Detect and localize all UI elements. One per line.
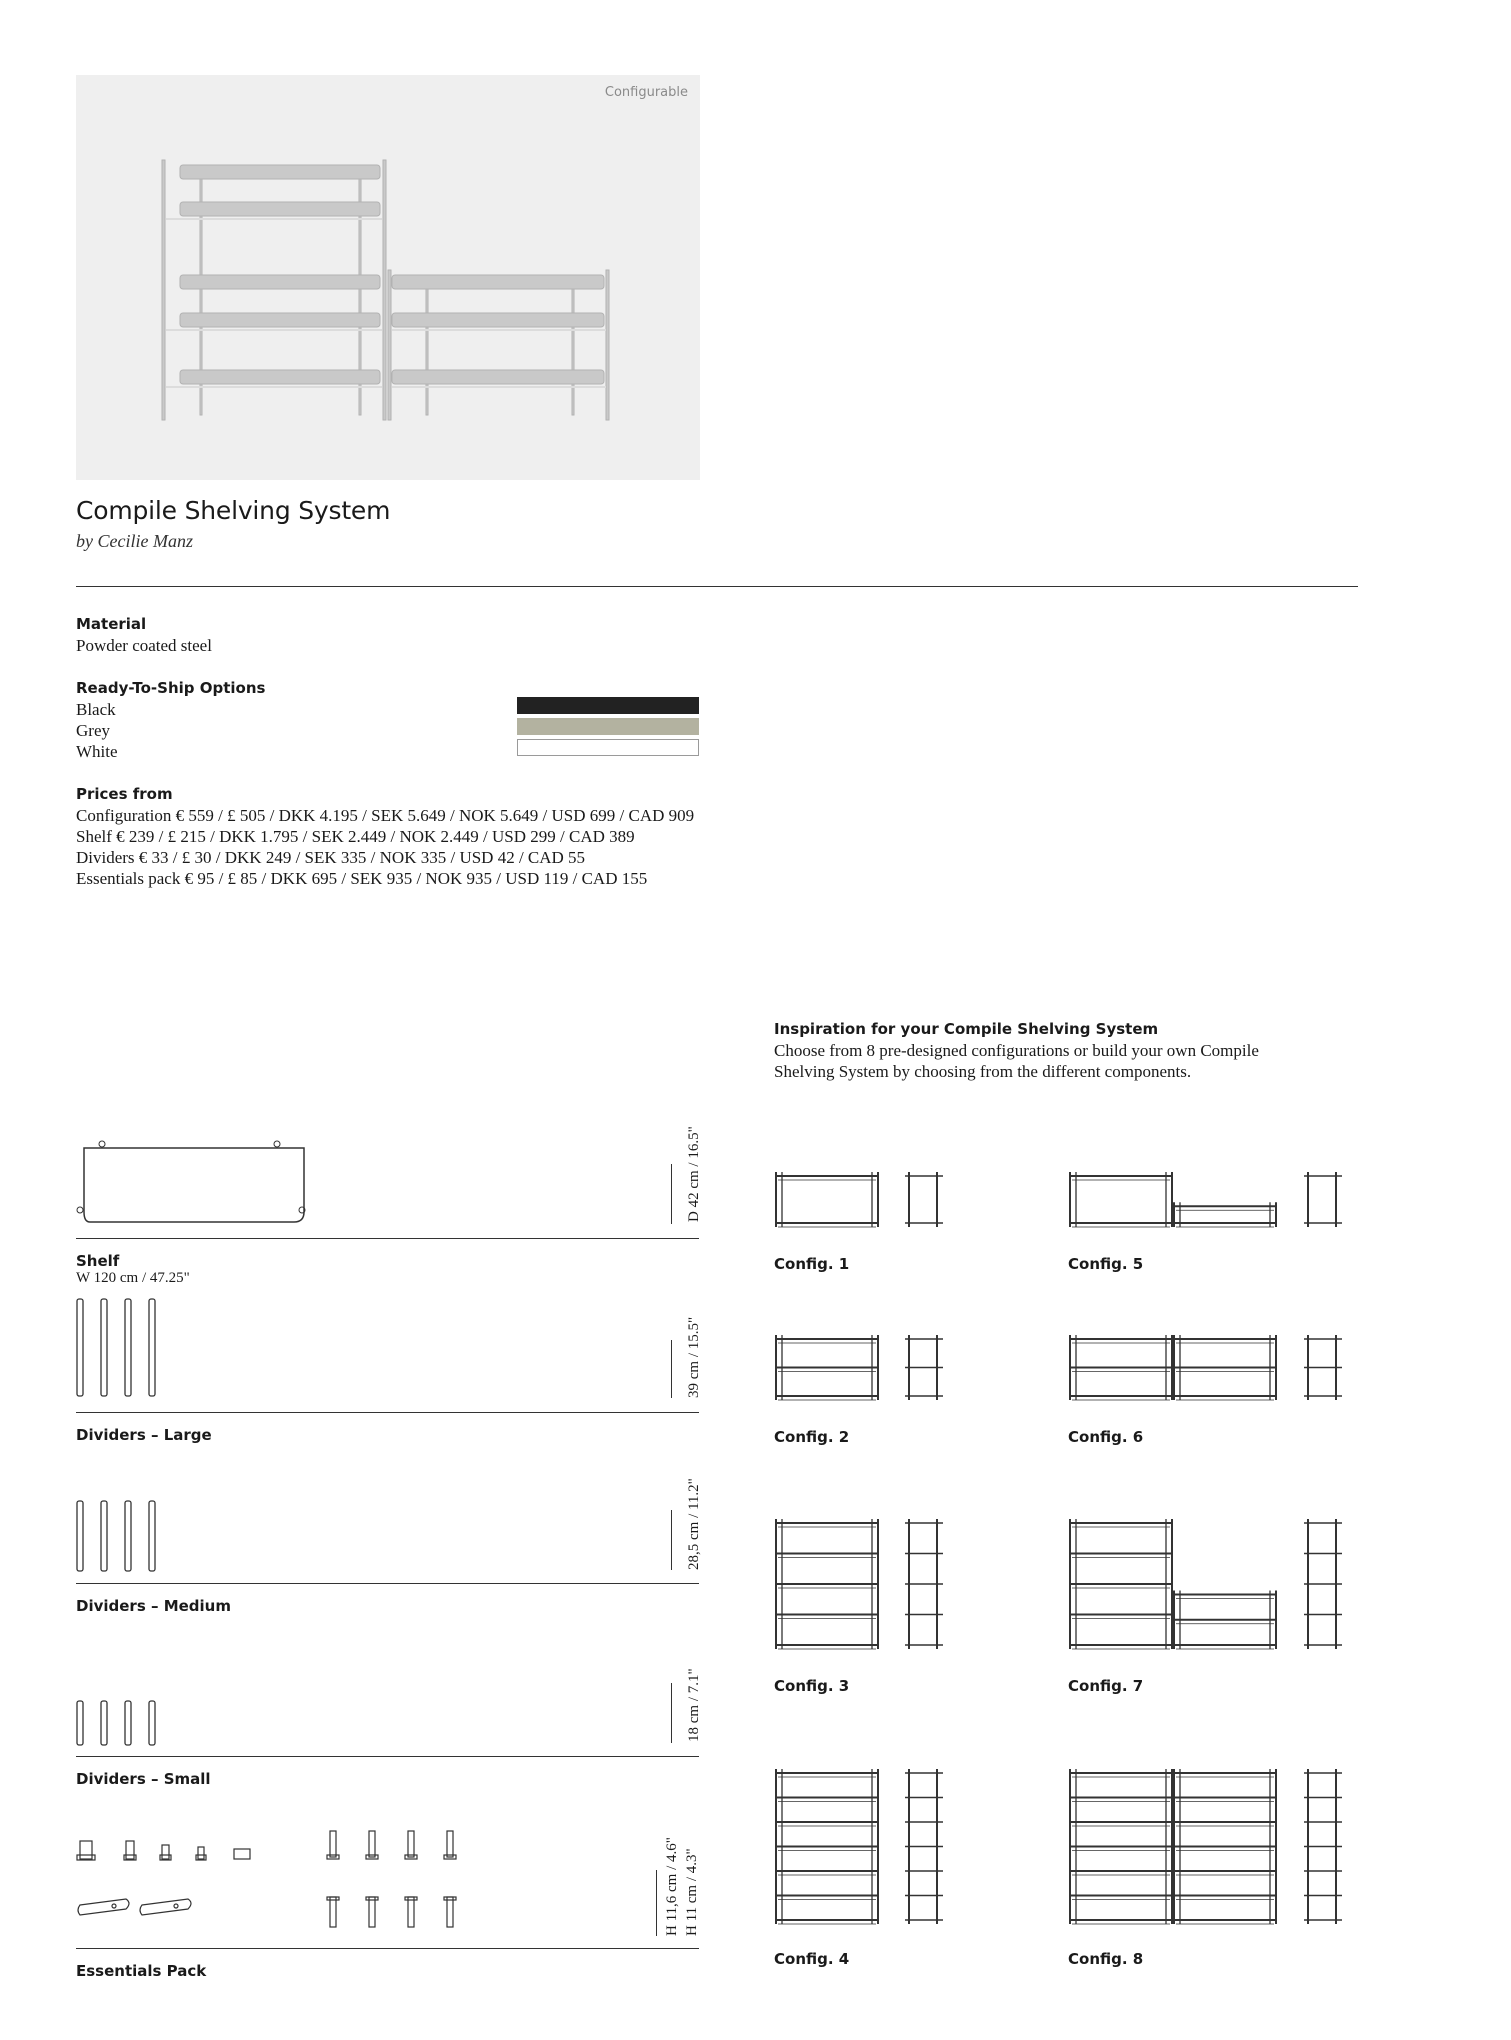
config-label: Config. 8 (1068, 1950, 1144, 1968)
row-divider (76, 1948, 699, 1949)
config-label: Config. 4 (774, 1950, 850, 1968)
essentials-pack-drawing (76, 1825, 496, 1940)
swatch-grey (517, 718, 699, 735)
config-drawing (1068, 1517, 1488, 1657)
config-drawing (1068, 1767, 1488, 1932)
product-hero-image (76, 75, 700, 480)
price-essentials: Essentials pack € 95 / £ 85 / DKK 695 / SEK 935 / NOK 935 / USD 119 / CAD 155 (76, 869, 648, 888)
color-swatches (517, 697, 699, 757)
material-label: Material (76, 615, 147, 633)
config-label: Config. 7 (1068, 1677, 1144, 1695)
dividers-large-drawing (76, 1298, 166, 1398)
product-author: by Cecilie Manz (76, 531, 193, 551)
essentials-pack-label: Essentials Pack (76, 1962, 207, 1980)
row-divider (76, 1756, 699, 1757)
dividers-small-drawing (76, 1700, 166, 1750)
price-configuration: Configuration € 559 / £ 505 / DKK 4.195 / SEK 5.649 / NOK 5.649 / USD 699 / CAD 909 (76, 806, 695, 825)
ready-to-ship-label: Ready-To-Ship Options (76, 679, 266, 697)
shelf-label: Shelf (76, 1252, 120, 1270)
swatch-black (517, 697, 699, 714)
config-label: Config. 3 (774, 1677, 850, 1695)
config-drawing (1068, 1333, 1488, 1408)
row-divider (76, 1583, 699, 1584)
option-black-label: Black (76, 700, 116, 719)
dimension-tick (671, 1164, 672, 1224)
shelving-photo (76, 75, 700, 480)
essentials-dimension-1: H 11,6 cm / 4.6" (664, 1837, 680, 1936)
dividers-large-dimension: 39 cm / 15.5" (686, 1316, 702, 1398)
shelf-width: W 120 cm / 47.25" (76, 1270, 190, 1286)
dimension-tick (656, 1870, 657, 1936)
option-grey-label: Grey (76, 721, 110, 740)
dividers-small-label: Dividers – Small (76, 1770, 211, 1788)
product-title: Compile Shelving System (76, 496, 391, 525)
config-label: Config. 6 (1068, 1428, 1144, 1446)
row-divider (76, 1412, 699, 1413)
price-shelf: Shelf € 239 / £ 215 / DKK 1.795 / SEK 2.449 / NOK 2.449 / USD 299 / CAD 389 (76, 827, 635, 846)
inspiration-body-line-2: Shelving System by choosing from the different components. (774, 1062, 1192, 1081)
dividers-medium-dimension: 28,5 cm / 11.2" (686, 1478, 702, 1570)
shelf-depth-dimension: D 42 cm / 16.5" (686, 1126, 702, 1222)
inspiration-title: Inspiration for your Compile Shelving System (774, 1020, 1159, 1038)
prices-label: Prices from (76, 785, 173, 803)
config-label: Config. 2 (774, 1428, 850, 1446)
dimension-tick (671, 1510, 672, 1570)
dividers-medium-drawing (76, 1500, 166, 1575)
inspiration-body-line-1: Choose from 8 pre-designed configurations or build your own Compile (774, 1041, 1259, 1060)
dividers-medium-label: Dividers – Medium (76, 1597, 231, 1615)
shelf-drawing (76, 1140, 316, 1225)
config-label: Config. 1 (774, 1255, 850, 1273)
swatch-white (517, 739, 699, 756)
material-value: Powder coated steel (76, 636, 212, 655)
configurable-badge: Configurable (604, 85, 688, 100)
config-label: Config. 5 (1068, 1255, 1144, 1273)
price-dividers: Dividers € 33 / £ 30 / DKK 249 / SEK 335 / NOK 335 / USD 42 / CAD 55 (76, 848, 586, 867)
essentials-dimension-2: H 11 cm / 4.3" (684, 1848, 700, 1936)
option-white-label: White (76, 742, 118, 761)
dividers-small-dimension: 18 cm / 7.1" (686, 1668, 702, 1742)
divider (76, 586, 1358, 587)
dividers-large-label: Dividers – Large (76, 1426, 212, 1444)
config-drawing (1068, 1170, 1488, 1235)
row-divider (76, 1238, 699, 1239)
dimension-tick (671, 1340, 672, 1398)
dimension-tick (671, 1683, 672, 1743)
